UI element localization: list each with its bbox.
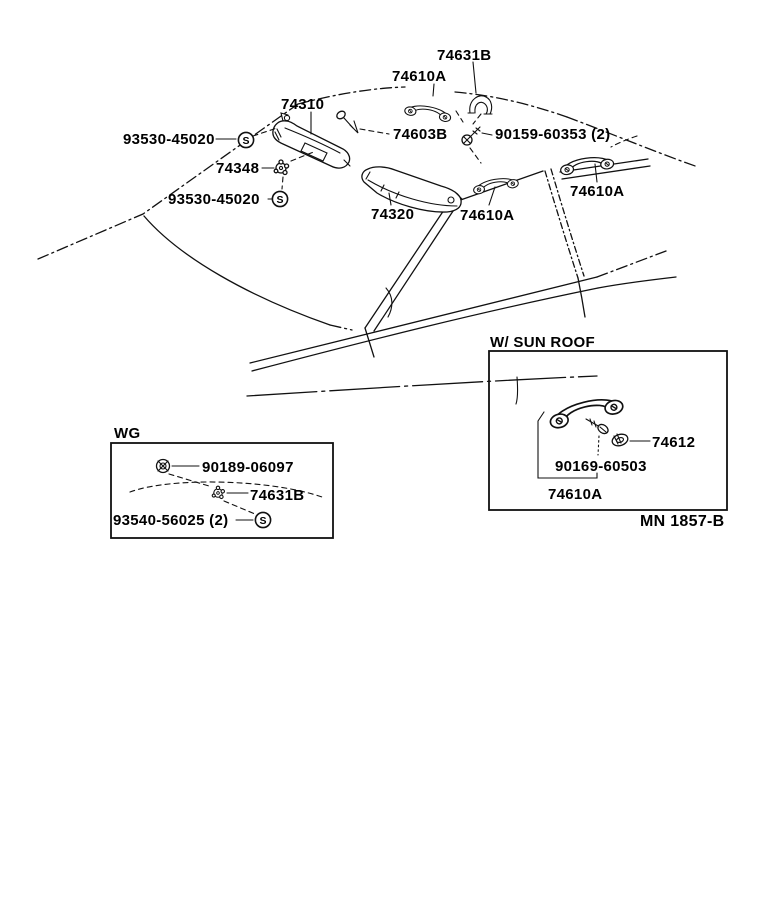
screw-symbol-s3 (255, 512, 270, 527)
wg-box (111, 425, 333, 538)
label-74603b: 74603B (393, 126, 448, 143)
assist-grip-center-icon (472, 175, 519, 194)
label-93530-2: 93530-45020 (168, 191, 260, 208)
screw-symbol-s2 (272, 191, 287, 206)
label-74631b-wg: 74631B (250, 487, 305, 504)
label-74310: 74310 (281, 96, 325, 113)
svg-text:S: S (276, 194, 284, 206)
grommet-74612-icon (611, 432, 630, 447)
hook-74631b-wg-icon (212, 486, 224, 498)
hook-74631b-icon (468, 96, 492, 114)
label-74612: 74612 (652, 434, 696, 451)
label-74348: 74348 (216, 160, 260, 177)
label-74610a-center: 74610A (460, 207, 515, 224)
label-74631b: 74631B (437, 47, 492, 64)
grommet-90189-icon (157, 460, 170, 473)
sunroof-box (489, 334, 727, 510)
visor-holder-74348-icon (274, 160, 288, 175)
sunroof-box-title: W/ SUN ROOF (490, 334, 595, 351)
wg-box-title: WG (114, 425, 141, 442)
label-74610a-rear: 74610A (570, 183, 625, 200)
label-93540: 93540-56025 (2) (113, 512, 229, 529)
svg-text:S: S (259, 515, 267, 527)
label-90159: 90159-60353 (2) (495, 126, 611, 143)
screw-90159-icon (462, 127, 480, 145)
screw-symbol-s1 (238, 132, 253, 147)
label-90169: 90169-60503 (555, 458, 647, 475)
assist-grip-front-icon (404, 103, 452, 123)
label-74610a-sunroof: 74610A (548, 486, 603, 503)
label-74320: 74320 (371, 206, 415, 223)
screw-90169-icon (586, 419, 610, 435)
label-93530-1: 93530-45020 (123, 131, 215, 148)
figure-code: MN 1857-B (640, 513, 725, 530)
svg-text:S: S (242, 135, 250, 147)
label-74610a-front: 74610A (392, 68, 447, 85)
assist-grip-sunroof-icon (548, 393, 625, 429)
pin-74603b-icon (335, 110, 358, 133)
label-90189: 90189-06097 (202, 459, 294, 476)
